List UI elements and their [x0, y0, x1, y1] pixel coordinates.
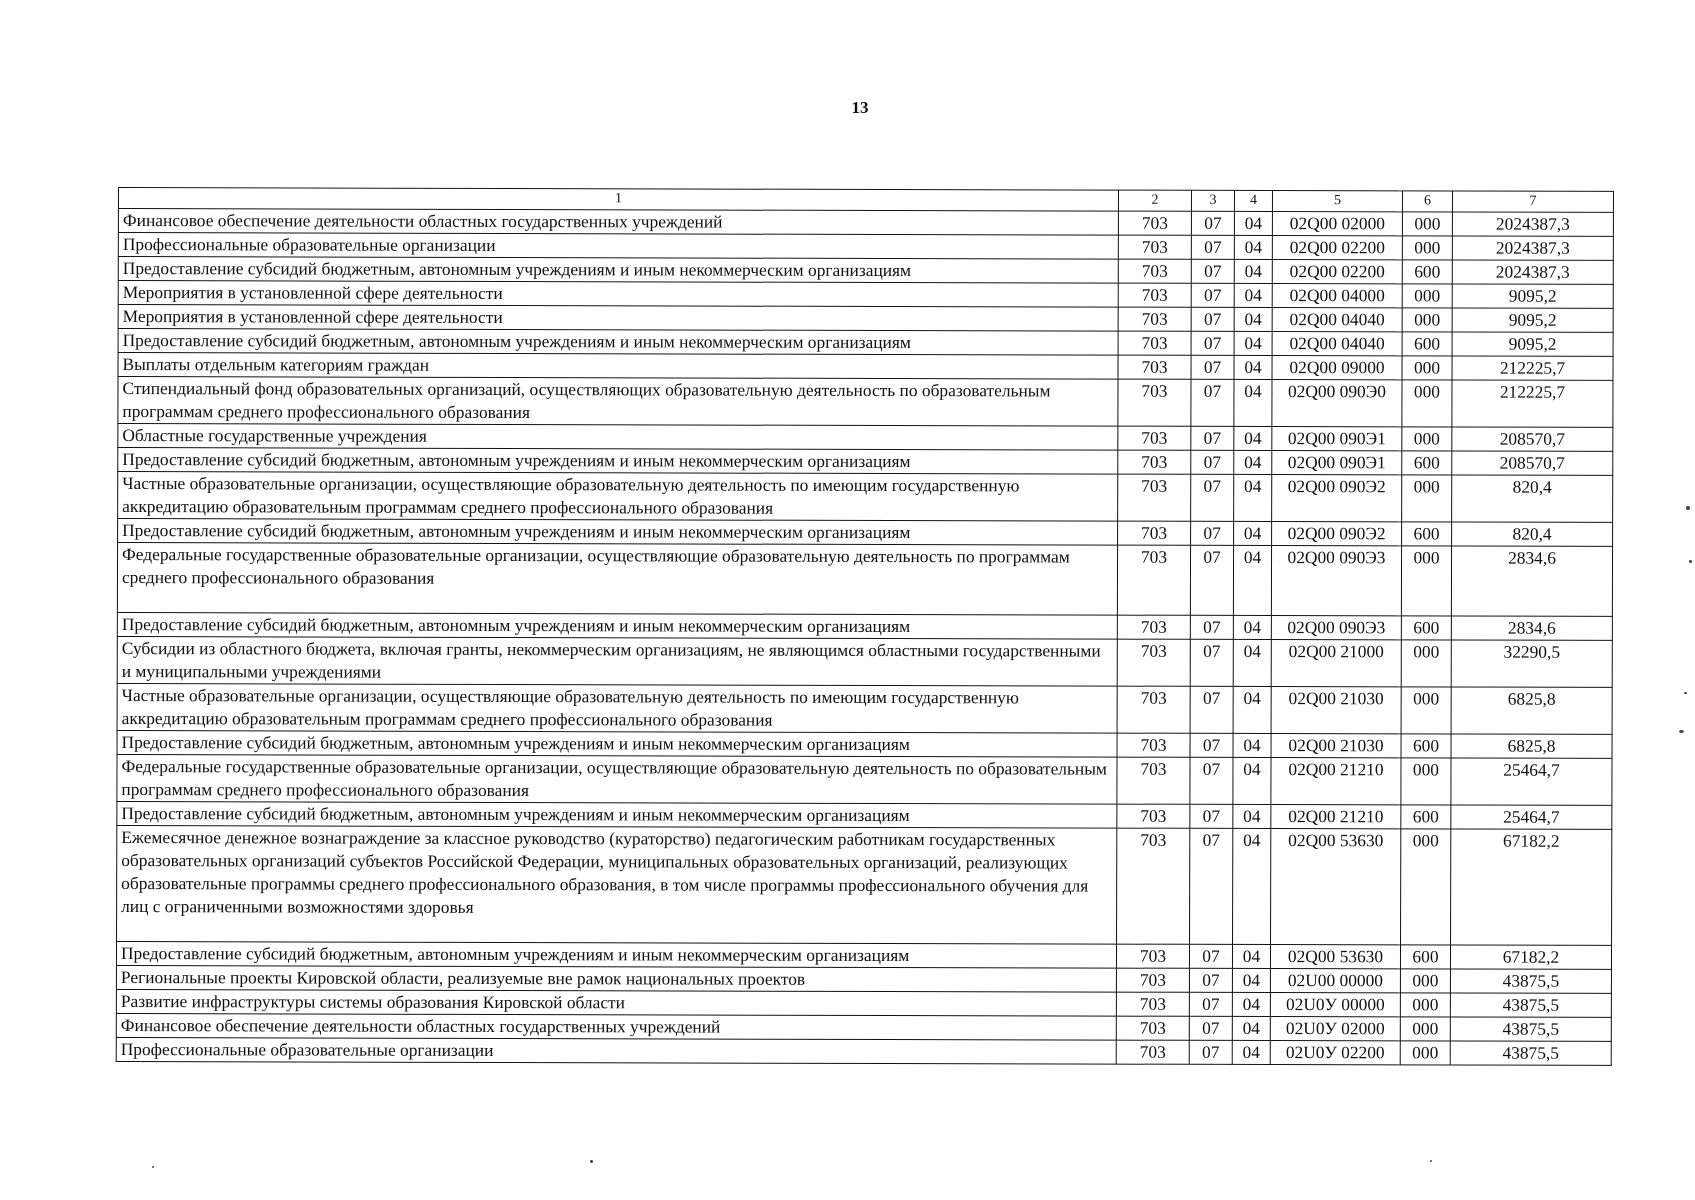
row-section-cell: 07	[1191, 474, 1234, 521]
table-row	[116, 965, 1611, 993]
row-name-cell: Стипендиальный фонд образовательных организаций, осуществляющих образовательную деятельность по образовательным программам среднего профессионального образования	[118, 377, 1118, 427]
row-target-article-cell: 02Q00 04040	[1272, 308, 1402, 332]
row-amount-cell: 2024387,3	[1452, 236, 1613, 260]
row-expense-type-cell: 600	[1401, 616, 1451, 640]
row-section-cell: 07	[1189, 1016, 1232, 1040]
row-name-cell: Развитие инфраструктуры системы образования Кировской области	[116, 989, 1116, 1016]
row-subsection-cell: 04	[1233, 733, 1271, 757]
row-section-cell: 07	[1191, 259, 1234, 283]
row-subsection-cell: 04	[1234, 450, 1272, 474]
column-header-4: 4	[1234, 190, 1272, 211]
row-expense-type-cell: 000	[1402, 308, 1452, 332]
column-header-3: 3	[1191, 190, 1234, 211]
row-section-cell: 07	[1189, 992, 1232, 1016]
row-target-article-cell: 02U0У 02200	[1270, 1041, 1400, 1065]
column-header-2: 2	[1118, 190, 1191, 211]
row-target-article-cell: 02Q00 21210	[1271, 758, 1401, 805]
row-name-cell: Предоставление субсидий бюджетным, автономным учреждениям и иным некоммерческим организациям	[117, 730, 1117, 757]
row-target-article-cell: 02Q00 04040	[1272, 332, 1402, 356]
row-target-article-cell: 02U0У 02000	[1270, 1017, 1400, 1041]
row-name-cell: Предоставление субсидий бюджетным, автономным учреждениям и иным некоммерческим организациям	[118, 519, 1118, 546]
row-name-cell: Региональные проекты Кировской области, реализуемые вне рамок национальных проектов	[116, 965, 1116, 992]
column-header-5: 5	[1272, 191, 1402, 212]
row-amount-cell: 43875,5	[1450, 993, 1611, 1017]
row-amount-cell: 32290,5	[1451, 640, 1612, 687]
row-expense-type-cell: 000	[1402, 284, 1452, 308]
row-amount-cell: 43875,5	[1450, 1041, 1611, 1065]
row-name-cell: Областные государственные учреждения	[118, 424, 1118, 451]
column-header-7: 7	[1452, 191, 1613, 212]
row-section-cell: 07	[1191, 426, 1234, 450]
row-name-cell: Ежемесячное денежное вознаграждение за классное руководство (кураторство) педагогическим работникам государственных образовательных организаций субъектов Российской Федерации, муниципальных образовательных организаций, реализующих образовательные программы среднего профессионального образования, в том числе программы профессионального обучения для лиц с ограниченными возможностями здоровья	[117, 825, 1117, 944]
row-target-article-cell: 02Q00 02200	[1272, 236, 1402, 260]
table-row	[117, 543, 1612, 617]
row-section-cell: 07	[1190, 639, 1233, 686]
row-expense-type-cell: 000	[1402, 212, 1452, 236]
row-section-cell: 07	[1191, 211, 1234, 235]
row-subsection-cell: 04	[1233, 828, 1271, 944]
row-section-cell: 07	[1189, 944, 1232, 968]
row-ministry-code-cell: 703	[1118, 521, 1191, 545]
row-name-cell: Федеральные государственные образовательные организации, осуществляющие образовательную деятельность по программам среднего профессионального образования	[117, 543, 1117, 616]
table-row	[117, 801, 1612, 829]
row-target-article-cell: 02Q00 21210	[1271, 805, 1401, 829]
row-expense-type-cell: 600	[1401, 734, 1451, 758]
row-name-cell: Мероприятия в установленной сфере деятельности	[118, 281, 1118, 308]
row-ministry-code-cell: 703	[1117, 828, 1190, 944]
row-subsection-cell: 04	[1234, 426, 1272, 450]
row-amount-cell: 208570,7	[1452, 451, 1613, 475]
row-target-article-cell: 02Q00 53630	[1270, 945, 1400, 969]
row-name-cell: Предоставление субсидий бюджетным, автономным учреждениям и иным некоммерческим организациям	[118, 448, 1118, 475]
row-ministry-code-cell: 703	[1118, 474, 1191, 521]
row-subsection-cell: 04	[1232, 992, 1270, 1016]
row-expense-type-cell: 000	[1402, 427, 1452, 451]
row-expense-type-cell: 000	[1400, 1041, 1450, 1065]
row-section-cell: 07	[1191, 283, 1234, 307]
table-row	[117, 612, 1612, 640]
row-target-article-cell: 02Q00 090Э1	[1272, 451, 1402, 475]
row-expense-type-cell: 000	[1402, 236, 1452, 260]
row-ministry-code-cell: 703	[1117, 545, 1190, 615]
row-target-article-cell: 02Q00 090Э1	[1272, 427, 1402, 451]
row-subsection-cell: 04	[1234, 259, 1272, 283]
row-target-article-cell: 02Q00 21000	[1271, 640, 1401, 687]
row-subsection-cell: 04	[1234, 307, 1272, 331]
page-number: 13	[851, 98, 869, 117]
row-ministry-code-cell: 703	[1117, 757, 1190, 804]
row-name-cell: Федеральные государственные образовательные организации, осуществляющие образовательную деятельность по образовательным программам среднего профессионального образования	[117, 754, 1117, 804]
row-amount-cell: 212225,7	[1452, 356, 1613, 380]
row-subsection-cell: 04	[1232, 1040, 1270, 1064]
row-expense-type-cell: 000	[1401, 829, 1451, 945]
row-name-cell: Финансовое обеспечение деятельности областных государственных учреждений	[118, 209, 1118, 236]
row-amount-cell: 43875,5	[1450, 969, 1611, 993]
row-ministry-code-cell: 703	[1117, 615, 1190, 639]
row-section-cell: 07	[1190, 686, 1233, 733]
row-target-article-cell: 02Q00 04000	[1272, 284, 1402, 308]
row-subsection-cell: 04	[1233, 686, 1271, 733]
table-row	[117, 636, 1612, 687]
row-section-cell: 07	[1190, 757, 1233, 804]
row-amount-cell: 2024387,3	[1452, 212, 1613, 236]
row-name-cell: Предоставление субсидий бюджетным, автономным учреждениям и иным некоммерческим организациям	[116, 941, 1116, 968]
row-ministry-code-cell: 703	[1117, 733, 1190, 757]
row-amount-cell: 2834,6	[1451, 616, 1612, 640]
row-ministry-code-cell: 703	[1118, 450, 1191, 474]
row-section-cell: 07	[1190, 615, 1233, 639]
table-row	[116, 941, 1611, 969]
row-target-article-cell: 02U00 00000	[1270, 969, 1400, 993]
table-row	[117, 730, 1612, 758]
row-ministry-code-cell: 703	[1117, 639, 1190, 686]
row-target-article-cell: 02Q00 090Э3	[1271, 546, 1401, 616]
row-section-cell: 07	[1191, 521, 1234, 545]
row-name-cell: Предоставление субсидий бюджетным, автономным учреждениям и иным некоммерческим организациям	[117, 801, 1117, 828]
row-ministry-code-cell: 703	[1117, 686, 1190, 733]
table-row	[118, 209, 1613, 237]
row-amount-cell: 212225,7	[1452, 380, 1613, 427]
table-row	[118, 519, 1613, 547]
row-name-cell: Субсидии из областного бюджета, включая гранты, некоммерческим организациям, не являющимся областными государственными и муниципальными учреждениями	[117, 636, 1117, 686]
row-name-cell: Частные образовательные организации, осуществляющие образовательную деятельность по имеющим государственную аккредитацию образовательным программам среднего профессионального образования	[117, 683, 1117, 733]
row-ministry-code-cell: 703	[1116, 1040, 1189, 1064]
row-target-article-cell: 02Q00 090Э0	[1272, 380, 1402, 427]
row-subsection-cell: 04	[1233, 757, 1271, 804]
row-name-cell: Выплаты отдельным категориям граждан	[118, 353, 1118, 380]
row-amount-cell: 67182,2	[1450, 945, 1611, 969]
table-row	[117, 825, 1612, 945]
row-amount-cell: 9095,2	[1452, 332, 1613, 356]
row-ministry-code-cell: 703	[1118, 379, 1191, 426]
table-row	[118, 305, 1613, 333]
row-ministry-code-cell: 703	[1116, 968, 1189, 992]
table-row	[118, 329, 1613, 357]
row-name-cell: Предоставление субсидий бюджетным, автономным учреждениям и иным некоммерческим организациям	[118, 329, 1118, 356]
row-name-cell: Частные образовательные организации, осуществляющие образовательную деятельность по имеющим государственную аккредитацию образовательным программам среднего профессионального образования	[118, 472, 1118, 522]
row-section-cell: 07	[1190, 804, 1233, 828]
row-ministry-code-cell: 703	[1118, 235, 1191, 259]
row-expense-type-cell: 000	[1402, 356, 1452, 380]
row-subsection-cell: 04	[1232, 944, 1270, 968]
row-subsection-cell: 04	[1232, 1016, 1270, 1040]
row-section-cell: 07	[1189, 968, 1232, 992]
row-subsection-cell: 04	[1234, 211, 1272, 235]
row-target-article-cell: 02Q00 53630	[1271, 829, 1401, 945]
table-row	[118, 424, 1613, 452]
row-expense-type-cell: 600	[1401, 805, 1451, 829]
row-section-cell: 07	[1189, 1040, 1232, 1064]
row-expense-type-cell: 600	[1402, 260, 1452, 284]
table-row	[116, 1013, 1611, 1041]
row-subsection-cell: 04	[1234, 379, 1272, 426]
row-expense-type-cell: 600	[1402, 332, 1452, 356]
row-subsection-cell: 04	[1233, 804, 1271, 828]
row-expense-type-cell: 000	[1401, 758, 1451, 805]
table-row	[117, 754, 1612, 805]
table-row	[118, 353, 1613, 381]
table-row	[118, 281, 1613, 309]
row-section-cell: 07	[1191, 450, 1234, 474]
row-expense-type-cell: 600	[1400, 945, 1450, 969]
row-ministry-code-cell: 703	[1118, 331, 1191, 355]
table-row	[118, 377, 1613, 428]
table-body	[116, 209, 1613, 1066]
row-amount-cell: 25464,7	[1451, 805, 1612, 829]
row-section-cell: 07	[1191, 355, 1234, 379]
row-ministry-code-cell: 703	[1118, 211, 1191, 235]
row-section-cell: 07	[1191, 307, 1234, 331]
row-target-article-cell: 02Q00 09000	[1272, 356, 1402, 380]
row-target-article-cell: 02Q00 090Э2	[1272, 522, 1402, 546]
row-expense-type-cell: 600	[1402, 522, 1452, 546]
row-expense-type-cell: 000	[1401, 687, 1451, 734]
table-row	[116, 989, 1611, 1017]
column-header-1: 1	[118, 188, 1118, 212]
row-section-cell: 07	[1190, 828, 1233, 944]
row-expense-type-cell: 000	[1401, 640, 1451, 687]
row-expense-type-cell: 000	[1402, 475, 1452, 522]
row-subsection-cell: 04	[1234, 474, 1272, 521]
row-name-cell: Предоставление субсидий бюджетным, автономным учреждениям и иным некоммерческим организациям	[118, 257, 1118, 284]
row-amount-cell: 208570,7	[1452, 427, 1613, 451]
row-amount-cell: 2834,6	[1451, 546, 1612, 616]
row-expense-type-cell: 600	[1402, 451, 1452, 475]
row-ministry-code-cell: 703	[1118, 259, 1191, 283]
row-target-article-cell: 02Q00 02000	[1272, 212, 1402, 236]
row-ministry-code-cell: 703	[1116, 944, 1189, 968]
row-subsection-cell: 04	[1233, 545, 1271, 615]
row-amount-cell: 820,4	[1452, 522, 1613, 546]
row-section-cell: 07	[1191, 331, 1234, 355]
row-name-cell: Финансовое обеспечение деятельности областных государственных учреждений	[116, 1013, 1116, 1040]
row-expense-type-cell: 000	[1400, 1017, 1450, 1041]
column-header-6: 6	[1402, 191, 1452, 212]
table-row	[118, 233, 1613, 261]
row-amount-cell: 9095,2	[1452, 284, 1613, 308]
row-section-cell: 07	[1191, 235, 1234, 259]
row-name-cell: Профессиональные образовательные организации	[118, 233, 1118, 260]
row-section-cell: 07	[1191, 379, 1234, 426]
row-subsection-cell: 04	[1234, 235, 1272, 259]
row-ministry-code-cell: 703	[1116, 1016, 1189, 1040]
row-amount-cell: 2024387,3	[1452, 260, 1613, 284]
row-name-cell: Мероприятия в установленной сфере деятельности	[118, 305, 1118, 332]
row-amount-cell: 25464,7	[1451, 758, 1612, 805]
row-amount-cell: 67182,2	[1451, 829, 1612, 945]
row-section-cell: 07	[1190, 733, 1233, 757]
table-row	[118, 257, 1613, 285]
row-name-cell: Профессиональные образовательные организации	[116, 1037, 1116, 1064]
row-amount-cell: 9095,2	[1452, 308, 1613, 332]
table-row	[118, 448, 1613, 476]
row-ministry-code-cell: 703	[1117, 804, 1190, 828]
row-subsection-cell: 04	[1234, 331, 1272, 355]
row-ministry-code-cell: 703	[1118, 307, 1191, 331]
row-ministry-code-cell: 703	[1118, 355, 1191, 379]
row-subsection-cell: 04	[1234, 521, 1272, 545]
row-target-article-cell: 02Q00 21030	[1271, 734, 1401, 758]
row-subsection-cell: 04	[1232, 968, 1270, 992]
budget-table	[116, 187, 1614, 1066]
row-amount-cell: 6825,8	[1451, 687, 1612, 734]
row-ministry-code-cell: 703	[1118, 426, 1191, 450]
row-expense-type-cell: 000	[1400, 993, 1450, 1017]
row-subsection-cell: 04	[1233, 615, 1271, 639]
row-target-article-cell: 02Q00 02200	[1272, 260, 1402, 284]
row-amount-cell: 820,4	[1452, 475, 1613, 522]
row-ministry-code-cell: 703	[1118, 283, 1191, 307]
row-expense-type-cell: 000	[1402, 380, 1452, 427]
row-amount-cell: 6825,8	[1451, 734, 1612, 758]
row-section-cell: 07	[1190, 545, 1233, 615]
row-target-article-cell: 02Q00 090Э2	[1272, 475, 1402, 522]
table-row	[116, 1037, 1611, 1065]
table-row	[118, 472, 1613, 523]
row-amount-cell: 43875,5	[1450, 1017, 1611, 1041]
row-subsection-cell: 04	[1234, 355, 1272, 379]
row-target-article-cell: 02Q00 21030	[1271, 687, 1401, 734]
row-target-article-cell: 02U0У 00000	[1270, 993, 1400, 1017]
table-row	[117, 683, 1612, 734]
row-expense-type-cell: 000	[1400, 969, 1450, 993]
row-expense-type-cell: 000	[1401, 546, 1451, 616]
row-subsection-cell: 04	[1233, 639, 1271, 686]
row-ministry-code-cell: 703	[1116, 992, 1189, 1016]
row-subsection-cell: 04	[1234, 283, 1272, 307]
row-name-cell: Предоставление субсидий бюджетным, автономным учреждениям и иным некоммерческим организациям	[117, 612, 1117, 639]
row-target-article-cell: 02Q00 090Э3	[1271, 616, 1401, 640]
